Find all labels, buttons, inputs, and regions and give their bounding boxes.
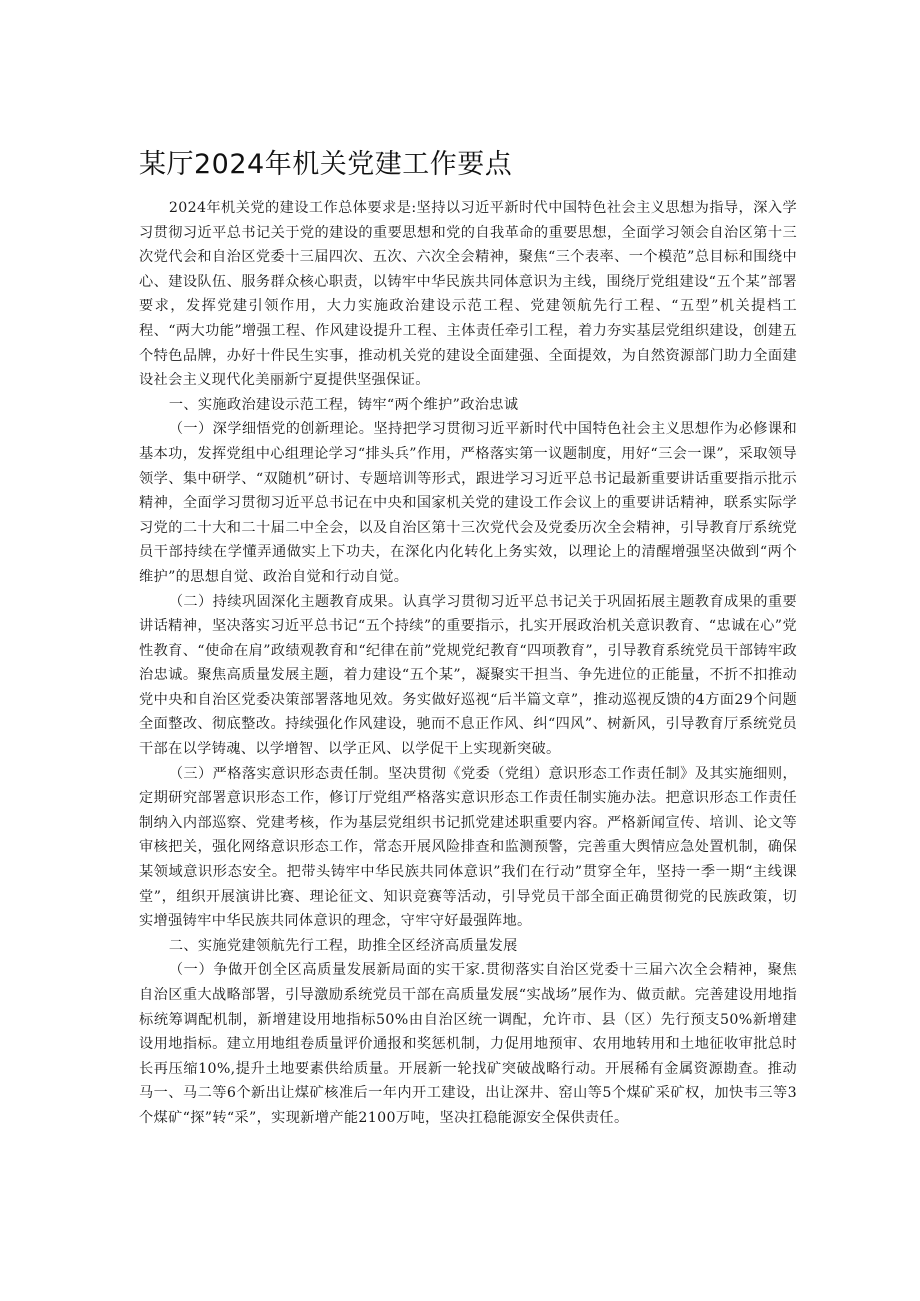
document-body <box>139 196 797 1131</box>
document-title: 某厅2024年机关党建工作要点 <box>139 149 513 180</box>
intro-paragraph: 2024年机关党的建设工作总体要求是:坚持以习近平新时代中国特色社会主义思想为指导，深入学习贯彻习近平总书记关于党的建设的重要思想和党的自我革命的重要思想，全面学习领会自治区第十三次党代会和自治区党委十三届四次、五次、六次全会精神，聚焦“三个表率、一个模范”总目标和围绕中心、建设队伍、服务群众核心职责，以铸牢中华民族共同体意识为主线，围绕厅党组建设“五个某”部署要求，发挥党建引领作用，大力实施政治建设示范工程、党建领航先行工程、“五型”机关提档工程、“两大功能”增强工程、作风建设提升工程、主体责任牵引工程，着力夯实基层党组织建设，创建五个特色品牌，办好十件民生实事，推动机关党的建设全面建强、全面提效，为自然资源部门助力全面建设社会主义现代化美丽新宁夏提供坚强保证。 <box>139 200 797 389</box>
paragraph-2-1: （一）争做开创全区高质量发展新局面的实干家.贯彻落实自治区党委十三届六次全会精神，聚焦自治区重大战略部署，引导激励系统党员干部在高质量发展“实战场”展作为、做贡献。完善建设用地指标统筹调配机制，新增建设用地指标50%由自治区统一调配，允许市、县（区）先行预支50%新增建设用地指标。建立用地组卷质量评价通报和奖惩机制，力促用地预审、农用地转用和土地征收审批总时长再压缩10%,提升土地要素供给质量。开展新一轮找矿突破战略行动。开展稀有金属资源勘查。推动马一、马二等6个新出让煤矿核准后一年内开工建设，出让深井、窑山等5个煤矿采矿权，加快韦三等3个煤矿“探”转“采”，实现新增产能2100万吨，坚决扛稳能源安全保供责任。 <box>139 962 797 1126</box>
section-heading-2: 二、实施党建领航先行工程，助推全区经济高质量发展 <box>168 937 518 954</box>
paragraph-1-2: （二）持续巩固深化主题教育成果。认真学习贯彻习近平总书记关于巩固拓展主题教育成果的重要讲话精神，坚决落实习近平总书记“五个持续”的重要指示，扎实开展政治机关意识教育、“忠诚在心”党性教育、“使命在肩”政绩观教育和“纪律在前”党规党纪教育“四项教育”，引导教育系统党员干部铸牢政治忠诚。聚焦高质量发展主题，着力建设“五个某”，凝聚实干担当、争先进位的正能量，不折不扣推动党中央和自治区党委决策部署落地见效。务实做好巡视“后半篇文章”，推动巡视反馈的4方面29个问题全面整改、彻底整改。持续强化作风建设，驰而不息正作风、纠“四风”、树新风，引导教育厅系统党员干部在以学铸魂、以学增智、以学正风、以学促干上实现新突破。 <box>139 593 797 758</box>
paragraph-1-3: （三）严格落实意识形态责任制。坚决贯彻《党委（党组）意识形态工作责任制》及其实施细则，定期研究部署意识形态工作，修订厅党组严格落实意识形态工作责任制实施办法。把意识形态工作责任制纳入内部巡察、党建考核，作为基层党组织书记抓党建述职重要内容。严格新闻宣传、培训、论文等审核把关，强化网络意识形态工作，常态开展风险排查和监测预警，完善重大舆情应急处置机制，确保某领域意识形态安全。把带头铸牢中华民族共同体意识”我们在行动”贯穿全年，坚持一季一期“主线课堂”，组织开展演讲比赛、理论征文、知识竞赛等活动，引导党员干部全面正确贯彻党的民族政策，切实增强铸牢中华民族共同体意识的理念，守牢守好最强阵地。 <box>139 765 797 930</box>
section-heading-1: 一、实施政治建设示范工程，铸牢“两个维护”政治忠诚 <box>168 396 519 413</box>
paragraph-1-1: （一）深学细悟党的创新理论。坚持把学习贯彻习近平新时代中国特色社会主义思想作为必修课和基本功，发挥党组中心组理论学习“排头兵”作用，严格落实第一议题制度，用好“三会一课”，采取领导领学、集中研学、“双随机”研讨、专题培训等形式，跟进学习习近平总书记最新重要讲话重要指示批示精神，全面学习贯彻习近平总书记在中央和国家机关党的建设工作会议上的重要讲话精神，联系实际学习党的二十大和二十届二中全会，以及自治区第十三次党代会及党委历次全会精神，引导教育厅系统党员干部持续在学懂弄通做实上下功夫，在深化内化转化上务实效，以理论上的清醒增强坚决做到“两个维护”的思想自觉、政治自觉和行动自觉。 <box>139 421 797 585</box>
